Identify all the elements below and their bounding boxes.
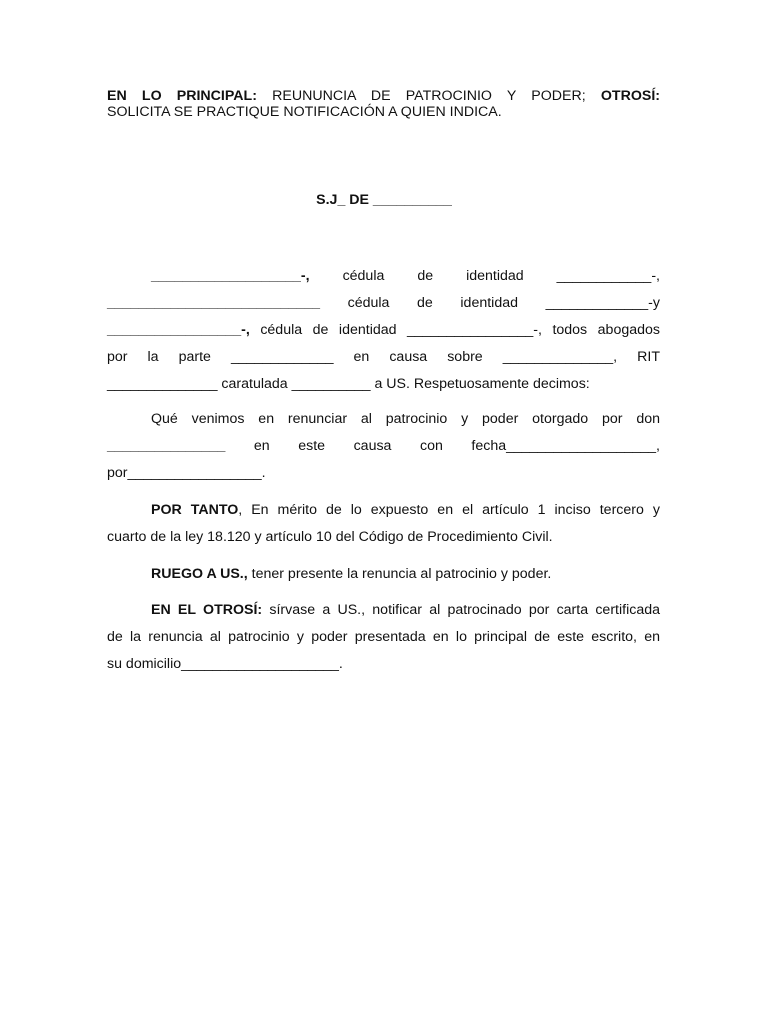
blank-lawyer-2: ___________________________ — [107, 295, 321, 311]
id-text-1: cédula de identidad ____________-, — [342, 268, 660, 284]
heading-label-principal: EN LO PRINCIPAL: — [107, 88, 257, 104]
renuncia-paragraph — [107, 406, 660, 487]
sumilla — [107, 88, 660, 120]
renuncia-line-3: por_________________. — [107, 465, 266, 481]
por-tanto-line-2: cuarto de la ley 18.120 y artículo 10 del Código de Procedimiento Civil. — [107, 529, 553, 545]
intro-paragraph — [107, 263, 660, 398]
id-text-2: cédula de identidad _____________-y — [347, 295, 660, 311]
ruego-label: RUEGO A US., — [151, 566, 248, 582]
renuncia-line-2: en este causa con fecha___________________, — [253, 438, 660, 454]
por-tanto-label: POR TANTO — [151, 502, 239, 518]
otrosi-label: EN EL OTROSÍ: — [151, 602, 263, 618]
renuncia-line-1: Qué venimos en renunciar al patrocinio y poder otorgado por don — [151, 411, 660, 427]
caratulada-line: ______________ caratulada __________ a US. Respetuosamente decimos: — [107, 376, 590, 392]
blank-lawyer-1: ___________________-, — [151, 268, 310, 284]
ruego-text: tener presente la renuncia al patrocinio y poder. — [247, 566, 552, 582]
otrosi-paragraph — [107, 597, 660, 678]
por-tanto-text: , En mérito de lo expuesto en el artículo 1 inciso tercero y — [238, 502, 660, 518]
otrosi-line-2: de la renuncia al patrocinio y poder presentada en lo principal de este escrito, en — [107, 629, 660, 645]
ruego-paragraph — [107, 561, 660, 588]
cause-line: por la parte _____________ en causa sobre ______________, RIT — [107, 349, 660, 365]
heading-text-otrosi: SOLICITA SE PRACTIQUE NOTIFICACIÓN A QUIEN INDICA. — [107, 104, 502, 120]
otrosi-text: sírvase a US., notificar al patrocinado por carta certificada — [262, 602, 660, 618]
blank-client: _______________ — [107, 438, 226, 454]
court-designation: S.J_ DE __________ — [316, 192, 452, 208]
otrosi-line-3: su domicilio____________________. — [107, 656, 343, 672]
blank-lawyer-3: _________________-, — [107, 322, 250, 338]
heading-text-principal: REUNUNCIA DE PATROCINIO Y PODER; — [272, 88, 586, 104]
por-tanto-paragraph — [107, 497, 660, 551]
id-text-3: cédula de identidad ________________-, todos abogados — [260, 322, 660, 338]
heading-label-otrosi: OTROSÍ: — [600, 88, 660, 104]
